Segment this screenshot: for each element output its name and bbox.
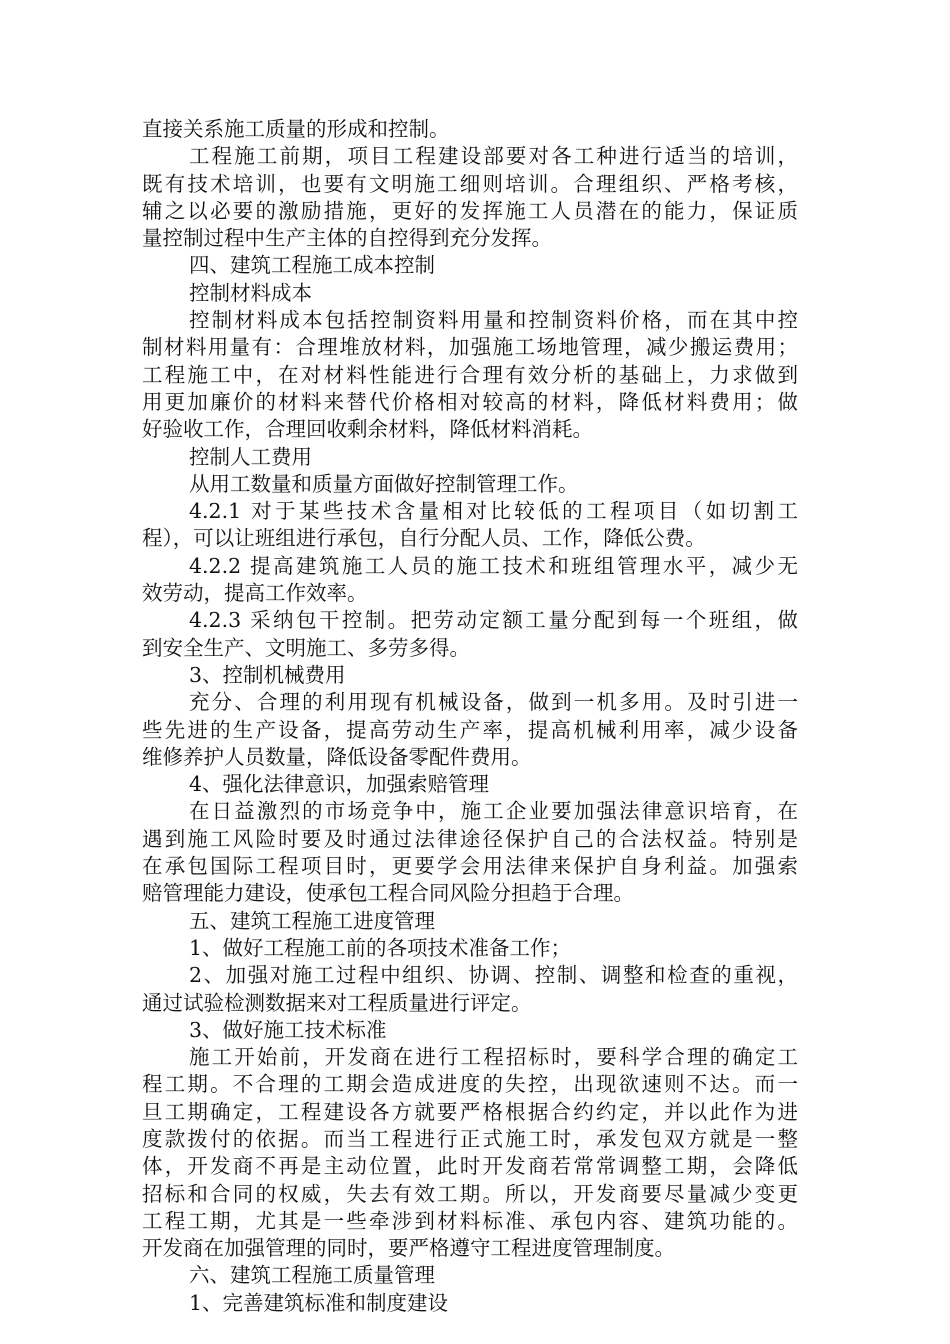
text-line: 直接关系施工质量的形成和控制。: [142, 117, 450, 141]
text-line: 控制人工费用: [189, 444, 312, 469]
text-line: 旦工期确定，工程建设各方就要严格根据合约约定，并以此作为进: [142, 1099, 798, 1124]
text-line: 充分、合理的利用现有机械设备，做到一机多用。及时引进一: [189, 690, 798, 715]
text-line: 用更加廉价的材料来替代价格相对较高的材料，降低材料费用；做: [142, 389, 798, 414]
text-line: 控制材料成本: [189, 280, 312, 305]
text-line: 六、建筑工程施工质量管理: [189, 1263, 435, 1288]
document-page: [142, 116, 798, 1317]
text-line: 4、强化法律意识，加强索赔管理: [189, 772, 490, 797]
text-line: 赔管理能力建设，使承包工程合同风险分担趋于合理。: [142, 881, 634, 906]
text-line: 四、建筑工程施工成本控制: [189, 253, 435, 278]
text-line: 4.2.1 对于某些技术含量相对比较低的工程项目（如切割工: [189, 499, 798, 524]
text-line: 施工开始前，开发商在进行工程招标时，要科学合理的确定工: [189, 1045, 798, 1070]
text-line: 维修养护人员数量，降低设备零配件费用。: [142, 744, 532, 769]
text-line: 五、建筑工程施工进度管理: [189, 908, 435, 933]
text-line: 量控制过程中生产主体的自控得到充分发挥。: [142, 226, 552, 251]
text-line: 遇到施工风险时要及时通过法律途径保护自己的合法权益。特别是: [142, 826, 798, 851]
text-line: 从用工数量和质量方面做好控制管理工作。: [189, 471, 579, 496]
text-line: 度款拨付的依据。而当工程进行正式施工时，承发包双方就是一整: [142, 1126, 798, 1151]
text-line: 工程工期，尤其是一些牵涉到材料标准、承包内容、建筑功能的。: [142, 1208, 798, 1233]
text-line: 工程施工中，在对材料性能进行合理有效分析的基础上，力求做到: [142, 362, 798, 387]
text-line: 3、做好施工技术标准: [189, 1017, 387, 1042]
text-line: 既有技术培训，也要有文明施工细则培训。合理组织、严格考核，: [142, 171, 798, 196]
text-line: 通过试验检测数据来对工程质量进行评定。: [142, 990, 532, 1015]
text-line: 1、做好工程施工前的各项技术准备工作；: [189, 935, 572, 960]
text-line: 3、控制机械费用: [189, 662, 346, 687]
text-line: 效劳动，提高工作效率。: [142, 581, 368, 606]
text-line: 好验收工作，合理回收剩余材料，降低材料消耗。: [142, 417, 593, 442]
text-line: 在日益激烈的市场竞争中，施工企业要加强法律意识培育，在: [189, 799, 798, 824]
text-line: 4.2.2 提高建筑施工人员的施工技术和班组管理水平，减少无: [189, 553, 798, 578]
text-line: 在承包国际工程项目时，更要学会用法律来保护自身利益。加强索: [142, 854, 798, 879]
text-line: 体，开发商不再是主动位置，此时开发商若常常调整工期，会降低: [142, 1154, 798, 1179]
text-line: 程工期。不合理的工期会造成进度的失控，出现欲速则不达。而一: [142, 1072, 798, 1097]
text-line: 1、完善建筑标准和制度建设: [189, 1290, 449, 1315]
text-line: 制材料用量有：合理堆放材料，加强施工场地管理，减少搬运费用；: [142, 335, 798, 360]
text-line: 程），可以让班组进行承包，自行分配人员、工作，降低公费。: [142, 526, 706, 551]
text-line: 些先进的生产设备，提高劳动生产率，提高机械利用率，减少设备: [142, 717, 798, 742]
text-line: 开发商在加强管理的同时，要严格遵守工程进度管理制度。: [142, 1236, 675, 1261]
text-line: 4.2.3 采纳包干控制。把劳动定额工量分配到每一个班组，做: [189, 608, 798, 633]
text-line: 到安全生产、文明施工、多劳多得。: [142, 635, 470, 660]
text-line: 工程施工前期，项目工程建设部要对各工种进行适当的培训，: [189, 144, 798, 169]
text-line: 辅之以必要的激励措施，更好的发挥施工人员潜在的能力，保证质: [142, 198, 798, 223]
text-line: 2、加强对施工过程中组织、协调、控制、调整和检查的重视，: [189, 963, 798, 988]
text-line: 控制材料成本包括控制资料用量和控制资料价格，而在其中控: [189, 308, 798, 333]
text-line: 招标和合同的权威，失去有效工期。所以，开发商要尽量减少变更: [142, 1181, 798, 1206]
